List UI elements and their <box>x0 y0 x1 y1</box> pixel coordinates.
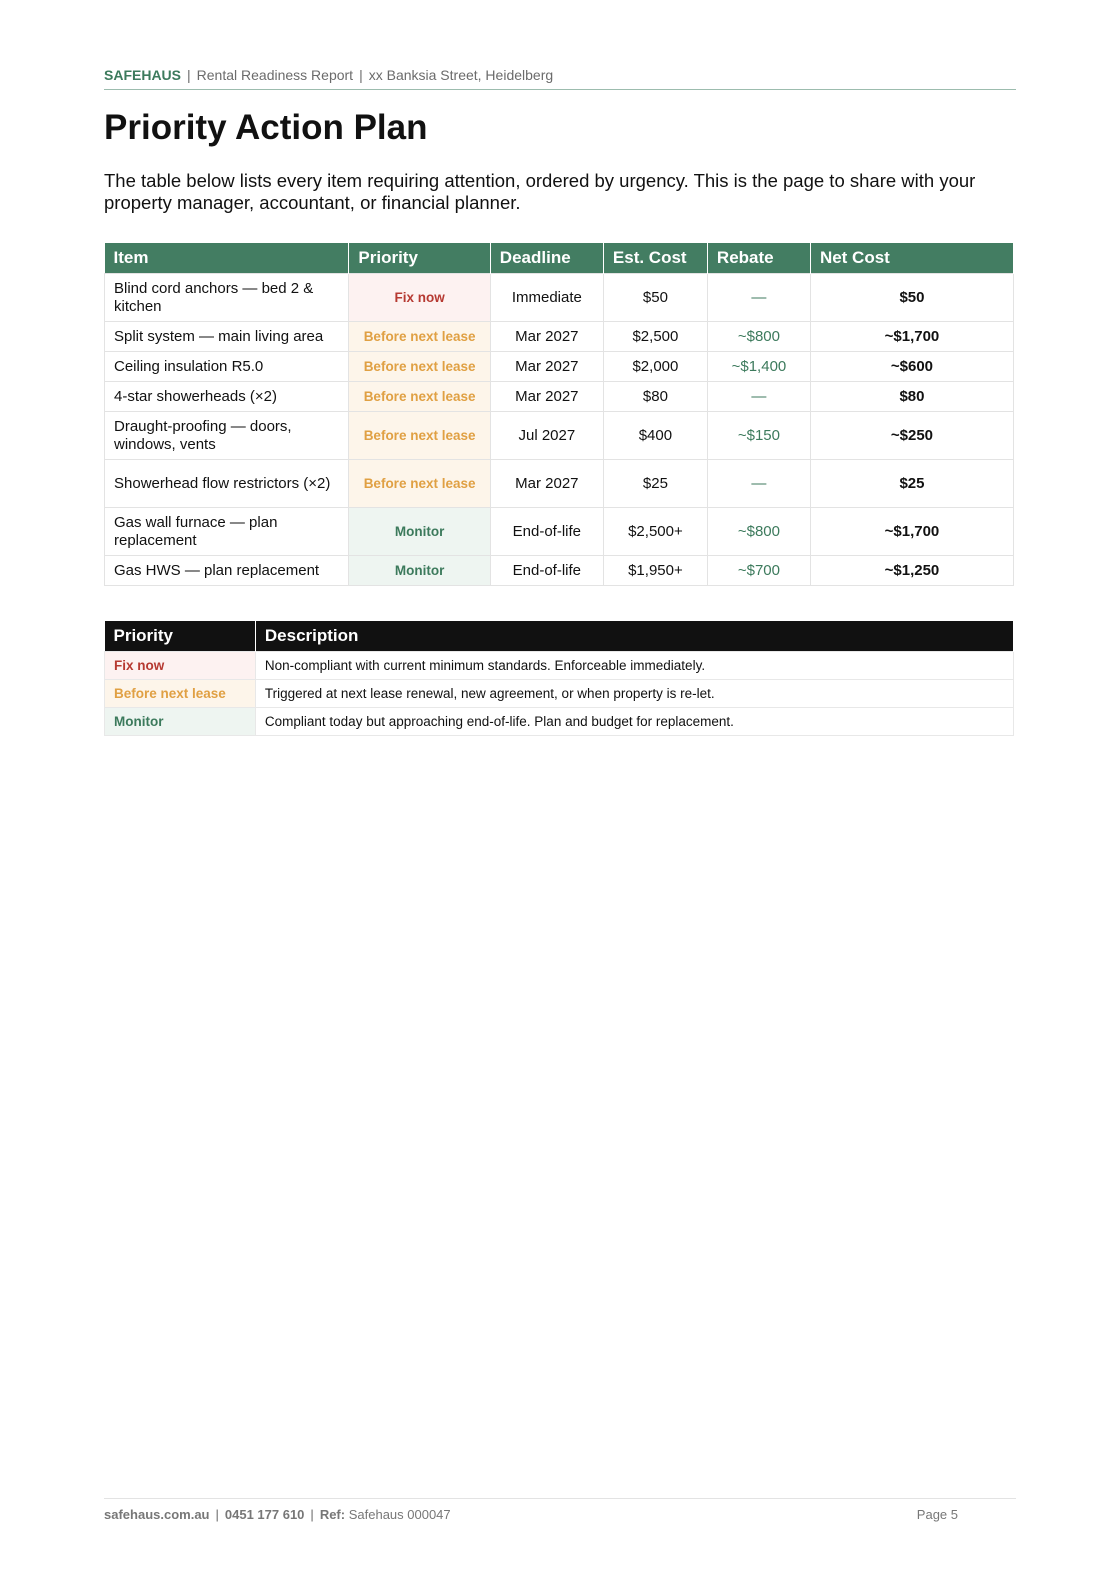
page-number: Page 5 <box>916 1507 958 1522</box>
footer-separator: | <box>310 1507 314 1522</box>
net-cost-cell: ~$1,250 <box>810 556 1013 586</box>
priority-badge: Before next lease <box>349 322 490 352</box>
legend-header-row <box>105 621 1014 652</box>
rebate-cell: — <box>707 274 810 322</box>
table-row <box>105 556 1014 586</box>
net-cost-cell: ~$250 <box>810 412 1013 460</box>
cost-cell: $80 <box>603 382 707 412</box>
item-cell: Showerhead flow restrictors (×2) <box>105 460 349 508</box>
page-header <box>104 67 1016 90</box>
net-cost-cell: $25 <box>810 460 1013 508</box>
cost-cell: $1,950+ <box>603 556 707 586</box>
cost-cell: $50 <box>603 274 707 322</box>
footer-website: safehaus.com.au <box>104 1507 210 1522</box>
legend-description: Compliant today but approaching end-of-life. Plan and budget for replacement. <box>255 708 1013 736</box>
priority-badge: Before next lease <box>349 412 490 460</box>
item-cell: Gas HWS — plan replacement <box>105 556 349 586</box>
legend-description: Triggered at next lease renewal, new agreement, or when property is re-let. <box>255 680 1013 708</box>
table-row <box>105 412 1014 460</box>
column-header-rebate: Rebate <box>707 243 810 274</box>
page-footer <box>104 1498 1016 1522</box>
table-row <box>105 322 1014 352</box>
net-cost-cell: ~$600 <box>810 352 1013 382</box>
table-header-row <box>105 243 1014 274</box>
column-header-net-cost: Net Cost <box>810 243 1013 274</box>
item-cell: 4-star showerheads (×2) <box>105 382 349 412</box>
deadline-cell: Mar 2027 <box>490 382 603 412</box>
item-cell: Blind cord anchors — bed 2 & kitchen <box>105 274 349 322</box>
table-row <box>105 274 1014 322</box>
footer-phone: 0451 177 610 <box>224 1507 305 1522</box>
deadline-cell: Mar 2027 <box>490 352 603 382</box>
rebate-cell: ~$1,400 <box>707 352 810 382</box>
footer-ref-value: Safehaus 000047 <box>348 1507 451 1522</box>
priority-badge: Monitor <box>349 556 490 586</box>
table-row <box>105 382 1014 412</box>
priority-badge: Monitor <box>349 508 490 556</box>
footer-ref-label: Ref: <box>319 1507 346 1522</box>
item-cell: Split system — main living area <box>105 322 349 352</box>
cost-cell: $2,500 <box>603 322 707 352</box>
cost-cell: $400 <box>603 412 707 460</box>
item-cell: Draught-proofing — doors, windows, vents <box>105 412 349 460</box>
table-row <box>105 352 1014 382</box>
legend-header-priority: Priority <box>105 621 256 652</box>
deadline-cell: End-of-life <box>490 556 603 586</box>
legend-description: Non-compliant with current minimum standards. Enforceable immediately. <box>255 652 1013 680</box>
property-address: xx Banksia Street, Heidelberg <box>368 67 554 83</box>
deadline-cell: Immediate <box>490 274 603 322</box>
table-row <box>105 460 1014 508</box>
net-cost-cell: ~$1,700 <box>810 508 1013 556</box>
cost-cell: $2,500+ <box>603 508 707 556</box>
rebate-cell: ~$150 <box>707 412 810 460</box>
priority-badge: Before next lease <box>349 382 490 412</box>
column-header-deadline: Deadline <box>490 243 603 274</box>
priority-badge: Fix now <box>349 274 490 322</box>
legend-row <box>105 652 1014 680</box>
priority-badge: Before next lease <box>349 352 490 382</box>
rebate-cell: — <box>707 460 810 508</box>
rebate-cell: — <box>707 382 810 412</box>
item-cell: Gas wall furnace — plan replacement <box>105 508 349 556</box>
footer-separator: | <box>215 1507 219 1522</box>
priority-legend-table <box>104 621 1014 736</box>
legend-priority-label: Monitor <box>105 708 256 736</box>
rebate-cell: ~$800 <box>707 322 810 352</box>
deadline-cell: Jul 2027 <box>490 412 603 460</box>
item-cell: Ceiling insulation R5.0 <box>105 352 349 382</box>
rebate-cell: ~$800 <box>707 508 810 556</box>
legend-priority-label: Before next lease <box>105 680 256 708</box>
deadline-cell: Mar 2027 <box>490 322 603 352</box>
report-name: Rental Readiness Report <box>196 67 354 83</box>
net-cost-cell: $80 <box>810 382 1013 412</box>
deadline-cell: Mar 2027 <box>490 460 603 508</box>
column-header-item: Item <box>105 243 349 274</box>
column-header-est-cost: Est. Cost <box>603 243 707 274</box>
rebate-cell: ~$700 <box>707 556 810 586</box>
column-header-priority: Priority <box>349 243 490 274</box>
brand-name: SAFEHAUS <box>104 67 182 83</box>
cost-cell: $2,000 <box>603 352 707 382</box>
deadline-cell: End-of-life <box>490 508 603 556</box>
net-cost-cell: $50 <box>810 274 1013 322</box>
legend-header-description: Description <box>255 621 1013 652</box>
header-separator: | <box>359 67 363 83</box>
net-cost-cell: ~$1,700 <box>810 322 1013 352</box>
table-row <box>105 508 1014 556</box>
header-separator: | <box>187 67 191 83</box>
legend-row <box>105 708 1014 736</box>
legend-priority-label: Fix now <box>105 652 256 680</box>
legend-row <box>105 680 1014 708</box>
priority-action-table <box>104 243 1014 586</box>
priority-badge: Before next lease <box>349 460 490 508</box>
page-title: Priority Action Plan <box>104 108 428 147</box>
intro-paragraph: The table below lists every item requiring attention, ordered by urgency. This is the page to share with your property manager, accountant, or financial planner. <box>104 170 976 213</box>
cost-cell: $25 <box>603 460 707 508</box>
